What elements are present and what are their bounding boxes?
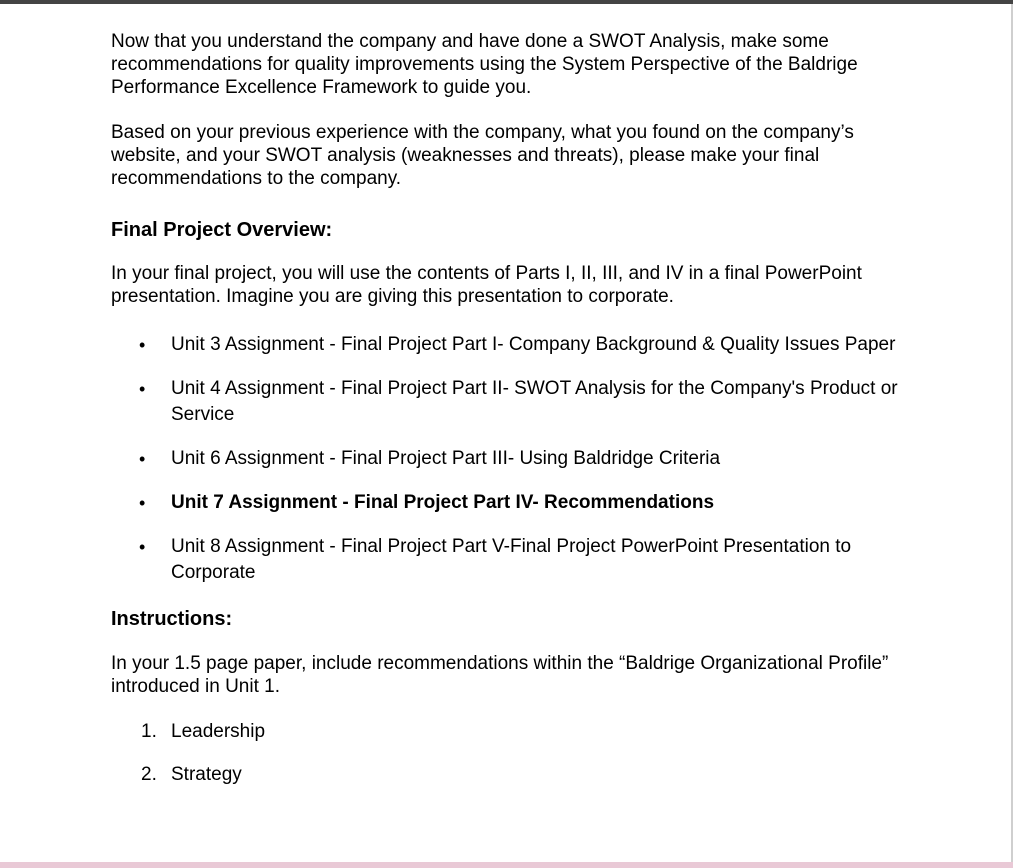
bullet-icon: •	[139, 335, 146, 355]
assignment-label: Unit 3 Assignment - Final Project Part I- Company Background & Quality Issues Paper	[171, 334, 896, 355]
profile-label: Leadership	[171, 721, 266, 742]
overview-heading: Final Project Overview:	[111, 219, 333, 241]
intro-paragraph-2: Based on your previous experience with the company, what you found on the company’s website, and your SWOT analysis (weaknesses and threats), please make your final recommendations to the company.	[111, 122, 854, 189]
assignment-list	[111, 332, 911, 586]
instructions-paragraph: In your 1.5 page paper, include recommendations within the “Baldrige Organizational Profile” introduced in Unit 1.	[111, 653, 889, 697]
profile-item-strategy	[111, 763, 911, 787]
assignment-label: Unit 8 Assignment - Final Project Part V-Final Project PowerPoint Presentation to Corporate	[171, 536, 852, 583]
list-number: 2.	[141, 764, 157, 785]
assignment-item-unit-4	[111, 376, 911, 428]
list-number: 1.	[141, 721, 157, 742]
bullet-icon: •	[139, 537, 146, 557]
bullet-icon: •	[139, 379, 146, 399]
bullet-icon: •	[139, 449, 146, 469]
profile-list	[111, 720, 911, 787]
assignment-item-unit-7	[111, 490, 911, 516]
assignment-label: Unit 7 Assignment - Final Project Part IV- Recommendations	[171, 492, 715, 513]
profile-item-leadership	[111, 720, 911, 744]
assignment-label: Unit 4 Assignment - Final Project Part II- SWOT Analysis for the Company's Product or Service	[171, 378, 898, 425]
document-page	[0, 4, 1013, 862]
assignment-label: Unit 6 Assignment - Final Project Part III- Using Baldridge Criteria	[171, 448, 721, 469]
overview-paragraph: In your final project, you will use the contents of Parts I, II, III, and IV in a final PowerPoint presentation. Imagine you are giving this presentation to corporate.	[111, 263, 862, 307]
bullet-icon: •	[139, 493, 146, 513]
assignment-item-unit-3	[111, 332, 911, 358]
assignment-item-unit-8	[111, 534, 911, 586]
intro-paragraph-1: Now that you understand the company and have done a SWOT Analysis, make some recommendations for quality improvements using the System Perspective of the Baldrige Performance Excellence Framework to guide you.	[111, 31, 858, 98]
instructions-heading: Instructions:	[111, 608, 233, 630]
assignment-item-unit-6	[111, 446, 911, 472]
document-content	[111, 30, 911, 806]
profile-label: Strategy	[171, 764, 242, 785]
